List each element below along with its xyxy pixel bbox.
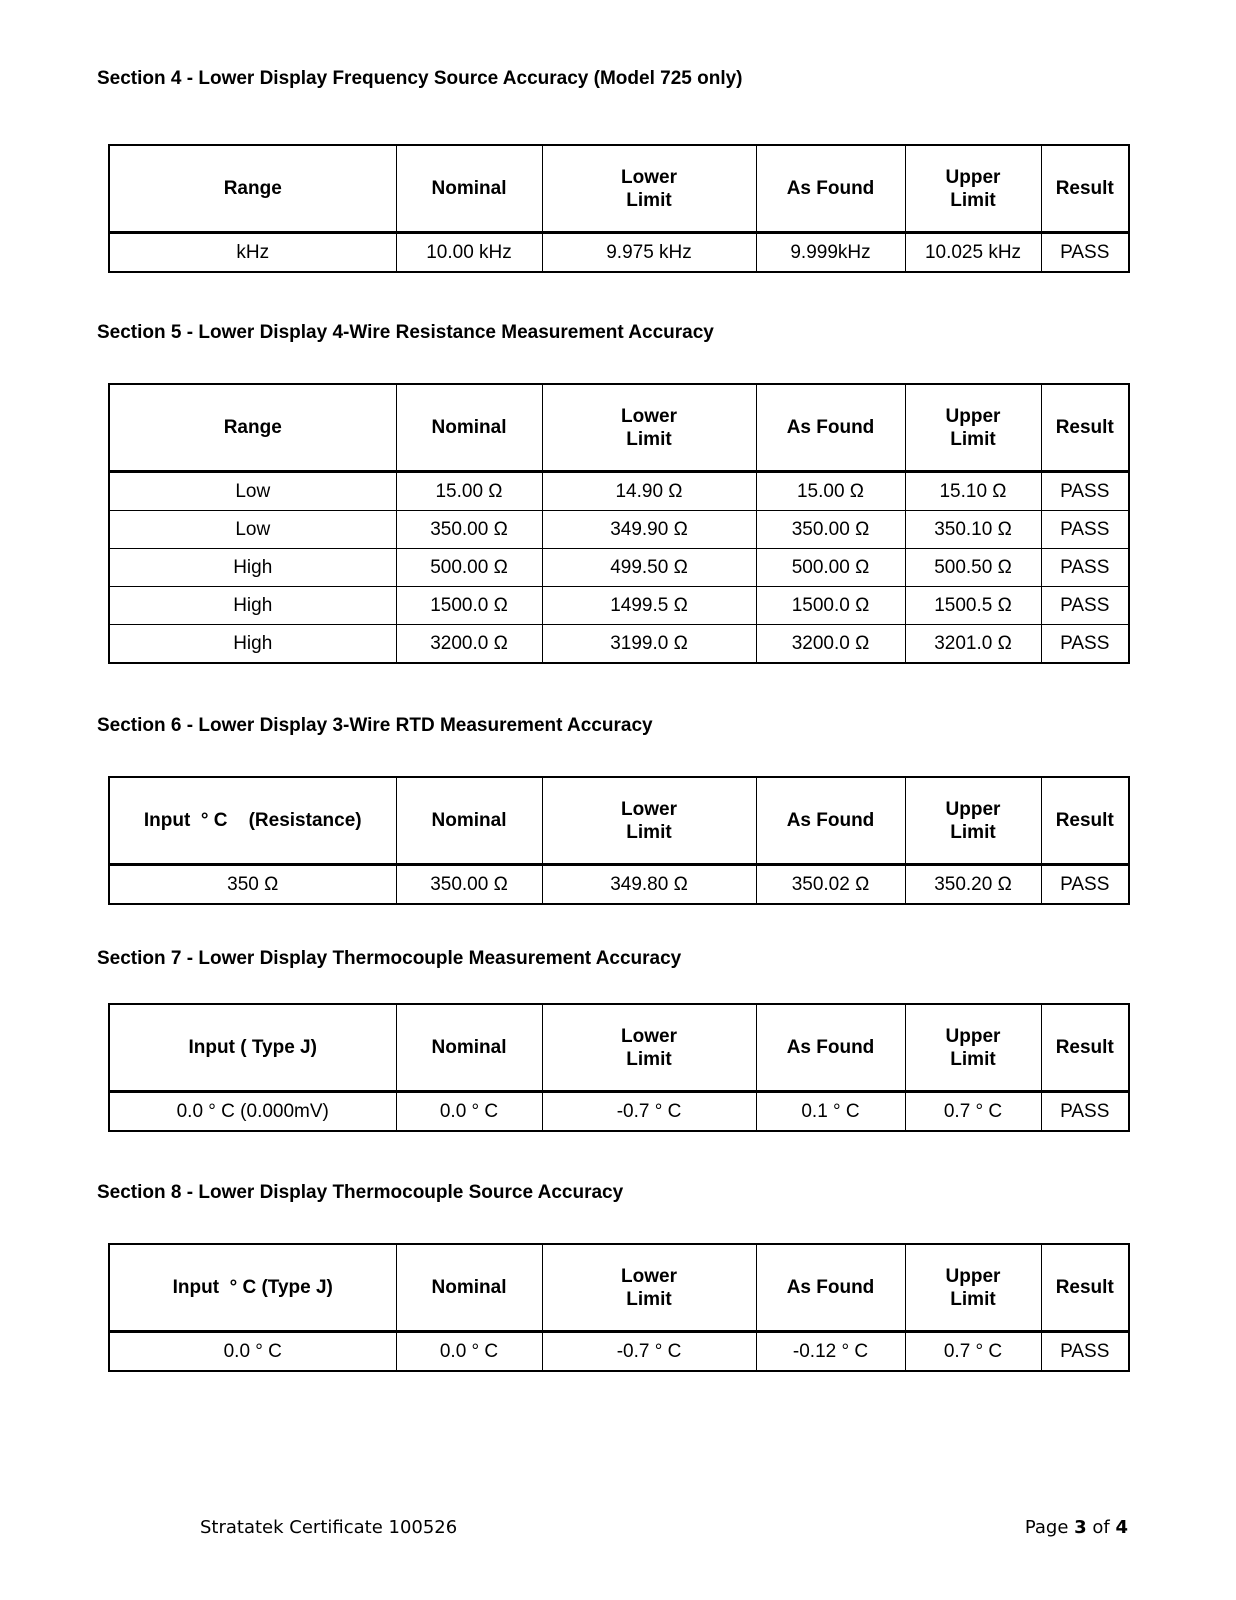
cell-as-found: -0.12 ° C (756, 1332, 905, 1372)
table-row (109, 865, 1129, 905)
cell-as-found: 500.00 Ω (756, 549, 905, 587)
cell-result: PASS (1041, 472, 1129, 511)
cell-nominal: 3200.0 Ω (396, 625, 542, 664)
col-header-as-found: As Found (756, 1004, 905, 1092)
cell-upper-limit: 1500.5 Ω (905, 587, 1041, 625)
table-row (109, 625, 1129, 664)
col-header-range: Range (109, 145, 396, 233)
cell-as-found: 1500.0 Ω (756, 587, 905, 625)
cell-result: PASS (1041, 1332, 1129, 1372)
col-header-nominal: Nominal (396, 1244, 542, 1332)
cell-upper-limit: 3201.0 Ω (905, 625, 1041, 664)
col-header-lower-limit: Lower Limit (542, 1004, 756, 1092)
cell-result: PASS (1041, 511, 1129, 549)
section-8-title: Section 8 - Lower Display Thermocouple Source Accuracy (97, 1182, 624, 1203)
table-header-row (109, 1004, 1129, 1092)
cell-upper-limit: 10.025 kHz (905, 233, 1041, 273)
cell-lower-limit: 349.90 Ω (542, 511, 756, 549)
cell-lower-limit: 9.975 kHz (542, 233, 756, 273)
cell-upper-limit: 500.50 Ω (905, 549, 1041, 587)
cell-upper-limit: 15.10 Ω (905, 472, 1041, 511)
cell-nominal: 0.0 ° C (396, 1092, 542, 1132)
cell-range: kHz (109, 233, 396, 273)
cell-nominal: 1500.0 Ω (396, 587, 542, 625)
section-7-title: Section 7 - Lower Display Thermocouple Measurement Accuracy (97, 948, 682, 969)
cell-range: Low (109, 472, 396, 511)
table-header-row (109, 145, 1129, 233)
col-header-result: Result (1041, 1244, 1129, 1332)
footer-page-number: Page 3 of 4 (1024, 1517, 1128, 1538)
cell-input: 350 Ω (109, 865, 396, 905)
col-header-upper-limit: Upper Limit (905, 384, 1041, 472)
cell-range: High (109, 549, 396, 587)
cell-lower-limit: 349.80 Ω (542, 865, 756, 905)
col-header-lower-limit: Lower Limit (542, 1244, 756, 1332)
table-header-row (109, 777, 1129, 865)
cell-input: 0.0 ° C (0.000mV) (109, 1092, 396, 1132)
col-header-as-found: As Found (756, 1244, 905, 1332)
table-row (109, 587, 1129, 625)
col-header-input-type-j: Input ° C (Type J) (109, 1244, 396, 1332)
table-header-row (109, 1244, 1129, 1332)
col-header-nominal: Nominal (396, 777, 542, 865)
col-header-result: Result (1041, 145, 1129, 233)
table-row (109, 233, 1129, 273)
col-header-as-found: As Found (756, 777, 905, 865)
cell-lower-limit: 14.90 Ω (542, 472, 756, 511)
col-header-lower-limit: Lower Limit (542, 384, 756, 472)
col-header-upper-limit: Upper Limit (905, 145, 1041, 233)
col-header-result: Result (1041, 1004, 1129, 1092)
cell-result: PASS (1041, 549, 1129, 587)
section-4-table (108, 144, 1130, 273)
section-4-title: Section 4 - Lower Display Frequency Source Accuracy (Model 725 only) (97, 68, 743, 89)
col-header-upper-limit: Upper Limit (905, 1244, 1041, 1332)
section-6-title: Section 6 - Lower Display 3-Wire RTD Measurement Accuracy (97, 715, 653, 736)
page-current: 3 (1074, 1517, 1087, 1538)
section-8-table (108, 1243, 1130, 1372)
cell-as-found: 9.999kHz (756, 233, 905, 273)
cell-result: PASS (1041, 587, 1129, 625)
page-total: 4 (1115, 1517, 1128, 1538)
col-header-nominal: Nominal (396, 384, 542, 472)
cell-result: PASS (1041, 865, 1129, 905)
col-header-result: Result (1041, 777, 1129, 865)
cell-as-found: 3200.0 Ω (756, 625, 905, 664)
col-header-nominal: Nominal (396, 1004, 542, 1092)
cell-upper-limit: 0.7 ° C (905, 1092, 1041, 1132)
section-6-table (108, 776, 1130, 905)
cell-nominal: 350.00 Ω (396, 511, 542, 549)
table-row (109, 1332, 1129, 1372)
cell-range: High (109, 625, 396, 664)
section-7-table (108, 1003, 1130, 1132)
cell-upper-limit: 350.10 Ω (905, 511, 1041, 549)
cell-as-found: 350.00 Ω (756, 511, 905, 549)
col-header-nominal: Nominal (396, 145, 542, 233)
cell-result: PASS (1041, 233, 1129, 273)
cell-nominal: 0.0 ° C (396, 1332, 542, 1372)
col-header-as-found: As Found (756, 384, 905, 472)
table-row (109, 511, 1129, 549)
cell-lower-limit: 3199.0 Ω (542, 625, 756, 664)
cell-range: Low (109, 511, 396, 549)
cell-nominal: 10.00 kHz (396, 233, 542, 273)
col-header-result: Result (1041, 384, 1129, 472)
section-5-table (108, 383, 1130, 664)
col-header-upper-limit: Upper Limit (905, 777, 1041, 865)
cell-as-found: 15.00 Ω (756, 472, 905, 511)
cell-result: PASS (1041, 625, 1129, 664)
col-header-input-resistance: Input ° C (Resistance) (109, 777, 396, 865)
cell-as-found: 350.02 Ω (756, 865, 905, 905)
col-header-as-found: As Found (756, 145, 905, 233)
col-header-input-type-j: Input ( Type J) (109, 1004, 396, 1092)
table-row (109, 472, 1129, 511)
cell-nominal: 15.00 Ω (396, 472, 542, 511)
col-header-lower-limit: Lower Limit (542, 777, 756, 865)
cell-upper-limit: 0.7 ° C (905, 1332, 1041, 1372)
cell-lower-limit: -0.7 ° C (542, 1092, 756, 1132)
cell-upper-limit: 350.20 Ω (905, 865, 1041, 905)
footer-certificate-id: Stratatek Certificate 100526 (200, 1517, 458, 1538)
cell-nominal: 500.00 Ω (396, 549, 542, 587)
table-row (109, 549, 1129, 587)
cell-lower-limit: -0.7 ° C (542, 1332, 756, 1372)
cell-nominal: 350.00 Ω (396, 865, 542, 905)
cell-input: 0.0 ° C (109, 1332, 396, 1372)
table-header-row (109, 384, 1129, 472)
col-header-range: Range (109, 384, 396, 472)
table-row (109, 1092, 1129, 1132)
cell-lower-limit: 1499.5 Ω (542, 587, 756, 625)
col-header-lower-limit: Lower Limit (542, 145, 756, 233)
col-header-upper-limit: Upper Limit (905, 1004, 1041, 1092)
cell-as-found: 0.1 ° C (756, 1092, 905, 1132)
section-5-title: Section 5 - Lower Display 4-Wire Resistance Measurement Accuracy (97, 322, 714, 343)
cell-range: High (109, 587, 396, 625)
cell-lower-limit: 499.50 Ω (542, 549, 756, 587)
cell-result: PASS (1041, 1092, 1129, 1132)
